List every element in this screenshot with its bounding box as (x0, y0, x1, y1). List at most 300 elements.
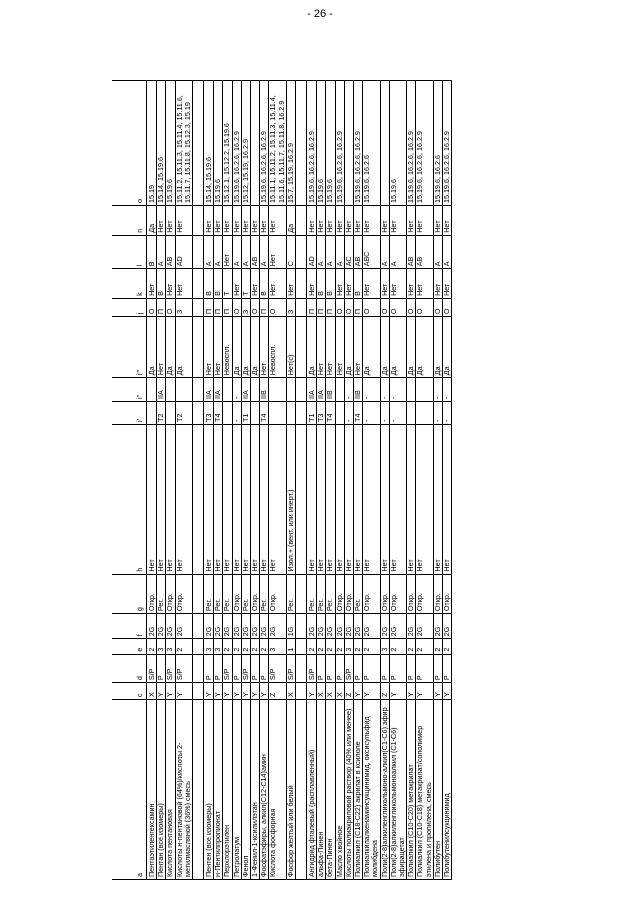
table-cell-e: 2 (416, 639, 433, 654)
table-cell-a: Полиалкилалкенаминсукцинимид, оксисульфид молибдена (363, 700, 380, 880)
table-cell-j: О (363, 298, 380, 316)
table-cell-e: 2 (232, 639, 241, 654)
table-cell-g: Рег. (157, 574, 166, 614)
table-cell-c: X (335, 683, 344, 700)
table-cell-ippp: Нет (204, 317, 214, 378)
table-cell-j: П (260, 298, 269, 316)
column-header: k (112, 269, 147, 299)
table-cell-l: А (389, 235, 406, 269)
table-cell-k: Нет (307, 269, 317, 299)
group-spacer (193, 81, 204, 880)
table-cell-ip (147, 401, 157, 424)
table-cell-h: Нет (354, 424, 363, 574)
table-cell-ipp: - (380, 378, 389, 402)
table-cell-e: 3 (269, 639, 286, 654)
table-cell-a: Полиалкил (C10-C20) метакрилат (407, 700, 416, 880)
table-cell-o: 15.19.6, 16.2.6, 16.2.9 (354, 81, 363, 206)
table-cell-g: Рег. (214, 574, 223, 614)
table-cell-k: В (204, 269, 214, 299)
table-cell-k: В (157, 269, 166, 299)
column-header: f (112, 614, 147, 639)
table-cell-n: Да (286, 206, 295, 236)
table-cell-k: Нет (269, 269, 286, 299)
table-cell-n: Нет (232, 206, 241, 236)
table-cell-h: Нет (157, 424, 166, 574)
table-cell-f: 2G (326, 614, 335, 639)
table-cell-ip: T2 (157, 401, 166, 424)
table-cell-l: Нет (223, 235, 232, 269)
table-cell-ip (335, 401, 344, 424)
column-header: d (112, 654, 147, 683)
table-cell-f: 2G (416, 614, 433, 639)
table-cell-ippp: Да (407, 317, 416, 378)
column-header: a (112, 700, 147, 880)
table-cell-l: А (433, 235, 442, 269)
table-cell-e: 3 (157, 639, 166, 654)
spacer-cell (296, 683, 307, 700)
table-cell-e: 2 (363, 639, 380, 654)
table-cell-ip: T3 (204, 401, 214, 424)
table-cell-j: О (147, 298, 157, 316)
table-cell-o: 15.11.1, 15.11.2, 15.11.3, 15.11.4, 15.11.6, 15.11.7, 15.11.8, 16.2.9 (269, 81, 286, 206)
table-cell-a: Петролатум (232, 700, 241, 880)
table-cell-ippp: Да (307, 317, 317, 378)
spacer-cell (296, 639, 307, 654)
table-cell-c: Y (214, 683, 223, 700)
table-cell-n: Нет (223, 206, 232, 236)
table-cell-l: АВ (354, 235, 363, 269)
spacer-cell (193, 378, 204, 402)
table-cell-l: А (443, 235, 452, 269)
table-cell-g: Рег. (326, 574, 335, 614)
table-cell-ippp: Да (344, 317, 353, 378)
table-cell-h: Нет (175, 424, 192, 574)
spacer-cell (296, 424, 307, 574)
spacer-cell (296, 654, 307, 683)
table-cell-l: А (335, 235, 344, 269)
table-cell-l: АС (344, 235, 353, 269)
table-row (380, 81, 389, 880)
table-cell-e: 2 (335, 639, 344, 654)
table-cell-f: 2G (260, 614, 269, 639)
table-cell-a: Пентен (все изомеры) (204, 700, 214, 880)
table-cell-e: 2 (389, 639, 406, 654)
table-cell-h: Нет (380, 424, 389, 574)
table-cell-a: Полиалкил (C10-C18) метакрилат/сополимер этилена и пропилена, смесь (416, 700, 433, 880)
table-cell-h: Нет (223, 424, 232, 574)
spacer-cell (296, 401, 307, 424)
table-cell-f: 2G (157, 614, 166, 639)
table-cell-d: P (354, 654, 363, 683)
table-cell-ippp: Нет (260, 317, 269, 378)
table-cell-l: А (204, 235, 214, 269)
table-cell-j: П (157, 298, 166, 316)
table-cell-ipp: IIA (214, 378, 223, 402)
table-cell-e: 3 (214, 639, 223, 654)
table-cell-f: 2G (307, 614, 317, 639)
table-row (363, 81, 380, 880)
table-cell-d: P (389, 654, 406, 683)
table-cell-ipp (416, 378, 433, 402)
spacer-cell (193, 654, 204, 683)
table-cell-e: 2 (443, 639, 452, 654)
table-cell-ipp: IIB (326, 378, 335, 402)
table-cell-f: 2G (335, 614, 344, 639)
table-cell-ip: - (443, 401, 452, 424)
table-cell-c: Y (363, 683, 380, 700)
table-cell-g: Откр. (147, 574, 157, 614)
table-cell-c: Y (157, 683, 166, 700)
table-cell-ippp: Нет (335, 317, 344, 378)
table-cell-g: Рег. (286, 574, 295, 614)
table-cell-a: Поли(2-8)алкиленгликольмоноалкил (C1-C6) эфирацетат (389, 700, 406, 880)
spacer-cell (296, 298, 307, 316)
table-cell-a: Ангидрид фталевый (расплавленный) (307, 700, 317, 880)
table-cell-f: 1G (286, 614, 295, 639)
table-cell-g: Рег. (317, 574, 326, 614)
table-cell-k: Нет (389, 269, 406, 299)
table-cell-g: Откр. (175, 574, 192, 614)
table-cell-j: П (317, 298, 326, 316)
table-cell-f: 2G (443, 614, 452, 639)
table-cell-e: 2 (251, 639, 260, 654)
table-cell-d: S/P (307, 654, 317, 683)
table-cell-a: альфа-Пинен (317, 700, 326, 880)
table-cell-ip: T1 (307, 401, 317, 424)
table-cell-d: P (335, 654, 344, 683)
table-cell-ipp (147, 378, 157, 402)
table-cell-e: 1 (286, 639, 295, 654)
table-cell-k: Нет (147, 269, 157, 299)
table-cell-c: Y (389, 683, 406, 700)
table-row (232, 81, 241, 880)
table-cell-j: О (443, 298, 452, 316)
table-cell-ippp: Да (380, 317, 389, 378)
column-header: j (112, 298, 147, 316)
table-cell-o: 15.19.6, 16.2.6, 16.2.9 (416, 81, 433, 206)
table-cell-j: З (241, 298, 250, 316)
table-cell-ippp: Нет (354, 317, 363, 378)
table-row (223, 81, 232, 880)
table-cell-k: В (317, 269, 326, 299)
table-cell-ippp: Да (251, 317, 260, 378)
table-cell-e: 2 (175, 639, 192, 654)
table-cell-g: Откр. (166, 574, 175, 614)
table-cell-ippp: Нет (326, 317, 335, 378)
table-cell-n: Нет (260, 206, 269, 236)
table-cell-h: Нет (389, 424, 406, 574)
table-cell-f: 2G (380, 614, 389, 639)
table-cell-ip (223, 401, 232, 424)
table-cell-c: X (326, 683, 335, 700)
table-cell-ipp: - (232, 378, 241, 402)
spacer-cell (193, 614, 204, 639)
table-cell-n: Нет (443, 206, 452, 236)
table-cell-n: Нет (214, 206, 223, 236)
table-cell-o: 15.14, 15.19.6 (204, 81, 214, 206)
table-cell-g: Откр. (232, 574, 241, 614)
table-cell-ip (407, 401, 416, 424)
table-cell-ipp: - (389, 378, 406, 402)
table-cell-j: П (223, 298, 232, 316)
table-cell-o: 15.19 (147, 81, 157, 206)
table-row (326, 81, 335, 880)
table-cell-a: Полибутен (433, 700, 442, 880)
table-cell-n: Нет (251, 206, 260, 236)
table-cell-o: 15.7, 15.19, 16.2.9 (286, 81, 295, 206)
table-cell-h: Нет (416, 424, 433, 574)
table-cell-h: Нет (307, 424, 317, 574)
table-cell-j: О (389, 298, 406, 316)
table-cell-f: 2G (433, 614, 442, 639)
table-cell-d: P (260, 654, 269, 683)
table-cell-e: 3 (344, 639, 353, 654)
table-cell-g: Откр. (363, 574, 380, 614)
table-cell-d: P (407, 654, 416, 683)
column-header: c (112, 683, 147, 700)
table-cell-j: О (433, 298, 442, 316)
table-cell-k: Нет (286, 269, 295, 299)
table-cell-o: 15.19.6 (214, 81, 223, 206)
table-cell-l: А (241, 235, 250, 269)
table-cell-d: P (443, 654, 452, 683)
table-cell-e: 2 (407, 639, 416, 654)
cargo-table (112, 80, 452, 880)
table-cell-g: Рег. (223, 574, 232, 614)
table-cell-a: Перхлорэтилен (223, 700, 232, 880)
table-cell-g: Рег. (307, 574, 317, 614)
table-cell-h: Нет (269, 424, 286, 574)
table-cell-o: 15.19.6, 16.2.6, 16.2.9 (260, 81, 269, 206)
table-cell-ip: T4 (260, 401, 269, 424)
spacer-cell (193, 574, 204, 614)
column-header: n (112, 206, 147, 236)
table-cell-c: Y (407, 683, 416, 700)
table-cell-d: P (433, 654, 442, 683)
table-cell-ipp: IIB (354, 378, 363, 402)
table-cell-a: Фенол (241, 700, 250, 880)
column-header: i''' (112, 317, 147, 378)
table-cell-o: 15.19.6, 16.2.6, 16.2.9 (335, 81, 344, 206)
table-cell-j: З (175, 298, 192, 316)
table-cell-g: Откр. (389, 574, 406, 614)
table-cell-h: Нет (260, 424, 269, 574)
table-body (147, 81, 452, 880)
table-cell-o: 15.19.6, 16.2.6, 16.2.9 (232, 81, 241, 206)
table-cell-h: Нет (147, 424, 157, 574)
table-cell-ippp: Да (416, 317, 433, 378)
table-cell-j: П (214, 298, 223, 316)
table-cell-ip: - (380, 401, 389, 424)
group-spacer (296, 81, 307, 880)
table-cell-a: Фосфор желтый или белый (286, 700, 295, 880)
spacer-cell (296, 206, 307, 236)
table-cell-k: Нет (363, 269, 380, 299)
table-cell-ippp: Да (443, 317, 452, 378)
table-cell-f: 2G (241, 614, 250, 639)
table-cell-n: Да (147, 206, 157, 236)
table-cell-g: Рег. (241, 574, 250, 614)
table-cell-ipp: - (344, 378, 353, 402)
table-cell-l: С (286, 235, 295, 269)
table-cell-d: S/P (223, 654, 232, 683)
table-cell-l: А (380, 235, 389, 269)
spacer-cell (193, 269, 204, 299)
table-cell-n: Нет (335, 206, 344, 236)
table-cell-f: 2G (147, 614, 157, 639)
table-cell-j: О (380, 298, 389, 316)
table-cell-l: АВ (166, 235, 175, 269)
table-cell-ip: - (389, 401, 406, 424)
table-cell-d: P (157, 654, 166, 683)
table-cell-l: АВ (416, 235, 433, 269)
table-cell-e: 2 (223, 639, 232, 654)
table-cell-c: Y (307, 683, 317, 700)
table-cell-e: 3 (380, 639, 389, 654)
table-cell-n: Нет (354, 206, 363, 236)
table-cell-o: 15.19.6 (326, 81, 335, 206)
table-cell-ip: T4 (354, 401, 363, 424)
table-cell-n: Нет (363, 206, 380, 236)
table-cell-g: Откр. (433, 574, 442, 614)
table-cell-d: S/P (286, 654, 295, 683)
table-cell-j: О (407, 298, 416, 316)
table-cell-n: Нет (307, 206, 317, 236)
spacer-cell (193, 298, 204, 316)
table-cell-c: Y (166, 683, 175, 700)
table-cell-ipp (166, 378, 175, 402)
table-cell-n: Нет (175, 206, 192, 236)
table-cell-k: Т (241, 269, 250, 299)
table-cell-ippp: Да (363, 317, 380, 378)
table-cell-ippp: Нет (157, 317, 166, 378)
table-cell-ip: - (232, 401, 241, 424)
table-cell-j: О (335, 298, 344, 316)
table-cell-d: P (204, 654, 214, 683)
table-cell-f: 2G (204, 614, 214, 639)
table-cell-n: Нет (389, 206, 406, 236)
table-cell-j: З (286, 298, 295, 316)
table-cell-n: Нет (241, 206, 250, 236)
table-cell-g: Откр. (335, 574, 344, 614)
table-cell-ippp: Да (389, 317, 406, 378)
table-cell-ippp: Да (433, 317, 442, 378)
table-cell-n: Нет (157, 206, 166, 236)
table-cell-l: AD (307, 235, 317, 269)
table-cell-a: Пентан (все изомеры) (157, 700, 166, 880)
table-cell-ippp: Да (232, 317, 241, 378)
table-cell-j: О (344, 298, 353, 316)
table-cell-f: 2G (166, 614, 175, 639)
table-cell-c: Y (433, 683, 442, 700)
table-cell-c: Y (241, 683, 250, 700)
table-cell-ip: - (433, 401, 442, 424)
table-cell-ipp: - (433, 378, 442, 402)
table-cell-k: В (260, 269, 269, 299)
table-cell-c: Y (251, 683, 260, 700)
table-cell-k: Нет (380, 269, 389, 299)
table-cell-k: Нет (407, 269, 416, 299)
table-cell-a: Кислота пентановая (166, 700, 175, 880)
table-cell-d: P (214, 654, 223, 683)
table-cell-g: Откр. (380, 574, 389, 614)
table-cell-j: О (269, 298, 286, 316)
table-cell-ip: T4 (326, 401, 335, 424)
table-cell-k: В (326, 269, 335, 299)
table-cell-h: Нет (344, 424, 353, 574)
table-cell-k: В (214, 269, 223, 299)
table-cell-j: П (326, 298, 335, 316)
table-cell-k: Нет (416, 269, 433, 299)
table-cell-k: Т (223, 269, 232, 299)
table-row (269, 81, 286, 880)
table-cell-l: А (157, 235, 166, 269)
table-cell-ipp: IIA (241, 378, 250, 402)
spacer-cell (193, 401, 204, 424)
table-cell-n: Нет (416, 206, 433, 236)
spacer-cell (296, 269, 307, 299)
column-header: i'' (112, 378, 147, 402)
table-cell-j: О (232, 298, 241, 316)
page-number: - 26 - (307, 8, 333, 20)
spacer-cell (193, 235, 204, 269)
table-cell-g: Откр. (344, 574, 353, 614)
table-cell-f: 2G (214, 614, 223, 639)
table-cell-g: Откр. (416, 574, 433, 614)
spacer-cell (296, 614, 307, 639)
table-cell-ipp (175, 378, 192, 402)
table-cell-e: 2 (147, 639, 157, 654)
table-cell-o: 15.12, 15.19, 16.2.9 (241, 81, 250, 206)
table-cell-e: 2 (433, 639, 442, 654)
table-cell-ippp: Да (166, 317, 175, 378)
table-cell-d: S/P (344, 654, 353, 683)
table-cell-f: 2G (269, 614, 286, 639)
spacer-cell (193, 639, 204, 654)
spacer-cell (193, 317, 204, 378)
column-header: h (112, 424, 147, 574)
table-cell-a: Кислоты н-пентановой (64%)/кислоты 2-метилмасляной (36%) смесь (175, 700, 192, 880)
spacer-cell (193, 424, 204, 574)
table-cell-f: 2G (175, 614, 192, 639)
table-cell-c: Y (223, 683, 232, 700)
table-cell-ip (269, 401, 286, 424)
table-cell-c: X (286, 683, 295, 700)
table-cell-l: А (232, 235, 241, 269)
table-cell-c: Z (344, 683, 353, 700)
table-cell-n: Нет (166, 206, 175, 236)
spacer-cell (296, 81, 307, 206)
table-cell-ipp (335, 378, 344, 402)
table-cell-o: 15.11.2, 15.11.3, 15.11.4, 15.11.6, 15.11.7, 15.11.8, 15.12.3, 15.19 (175, 81, 192, 206)
table-cell-l: А (326, 235, 335, 269)
table-cell-d: P (380, 654, 389, 683)
table-cell-o: 15.19.6, 16.2.6, 16.2.9 (307, 81, 317, 206)
table-cell-ip (286, 401, 295, 424)
table-cell-o (380, 81, 389, 206)
spacer-cell (296, 700, 307, 880)
spacer-cell (296, 317, 307, 378)
table-cell-ipp (269, 378, 286, 402)
table-cell-f: 2G (232, 614, 241, 639)
table-row (204, 81, 214, 880)
spacer-cell (193, 81, 204, 206)
table-cell-a: Полиалкил (C18-C22) акрилат в ксилоле (354, 700, 363, 880)
table-cell-ippp: Да (147, 317, 157, 378)
table-cell-e: 3 (204, 639, 214, 654)
table-cell-n: Нет (269, 206, 286, 236)
table-cell-c: X (317, 683, 326, 700)
